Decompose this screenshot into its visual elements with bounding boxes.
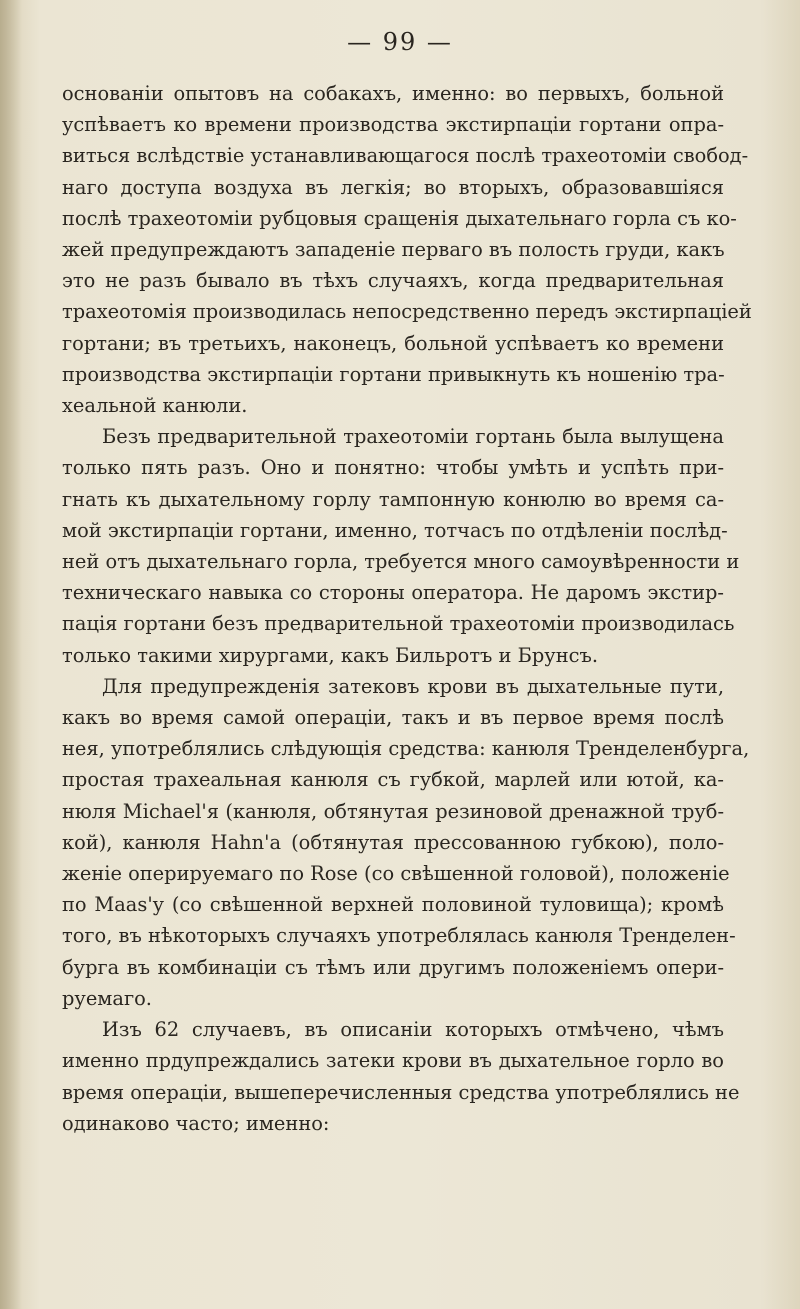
text-line: одинаково часто; именно: [62, 1111, 330, 1135]
text-line: Безъ предварительной трахеотоміи гортань была вылущена [102, 425, 724, 449]
text-line: нюля Мiсhаеl'я (канюля, обтянутая резиновой дренажной труб- [62, 799, 724, 823]
text-line: руемаго. [62, 986, 152, 1010]
text-line: производства экстирпаціи гортани привыкнуть къ ношенію тра- [62, 362, 725, 386]
paragraph [62, 421, 740, 671]
text-line: простая трахеальная канюля съ губкой, марлей или ютой, ка- [62, 768, 724, 792]
paragraph [62, 671, 750, 1014]
text-line: трахеотомія производилась непосредственно передъ экстирпаціей [62, 300, 752, 324]
text-line: виться вслѣдствіе устанавливающагося послѣ трахеотоміи свобод- [62, 144, 749, 168]
text-line: того, въ нѣкоторыхъ случаяхъ употреблялась канюля Тренделен- [62, 924, 736, 948]
text-line: бурга въ комбинаціи съ тѣмъ или другимъ положеніемъ опери- [62, 955, 724, 979]
text-line: Для предупрежденія затековъ крови въ дыхательные пути, [102, 674, 724, 698]
text-line: хеальной канюли. [62, 394, 248, 418]
text-line: послѣ трахеотоміи рубцовыя сращенія дыхательнаго горла съ ко- [62, 206, 737, 230]
text-line: ней отъ дыхательнаго горла, требуется много самоувѣренности и [62, 550, 740, 574]
text-line: только такими хирургами, какъ Бильротъ и Брунсъ. [62, 643, 598, 667]
text-line: гортани; въ третьихъ, наконецъ, больной успѣваетъ ко времени [62, 331, 724, 355]
text-line: жей предупреждаютъ западеніе перваго въ полость груди, какъ [62, 238, 725, 262]
page-binding-shadow [0, 0, 22, 1309]
text-line: женіе оперируемаго по Rоsе (со свѣшенной головой), положеніе [62, 862, 730, 886]
text-line: гнать къ дыхательному горлу тампонную конюлю во время са- [62, 487, 724, 511]
text-line: техническаго навыка со стороны оператора. Не даромъ экстир- [62, 581, 724, 605]
text-line: время операціи, вышеперечисленныя средства употреблялись не [62, 1080, 740, 1104]
text-line: только пять разъ. Оно и понятно: чтобы умѣть и успѣть при- [62, 456, 724, 480]
text-line: Изъ 62 случаевъ, въ описаніи которыхъ отмѣчено, чѣмъ [102, 1018, 724, 1042]
text-line: наго доступа воздуха въ легкія; во вторыхъ, образовавшіяся [62, 175, 724, 199]
text-line: нея, употреблялись слѣдующія средства: канюля Тренделенбурга, [62, 737, 750, 761]
text-line: по Маas'у (со свѣшенной верхней половиной туловища); кромѣ [62, 893, 724, 917]
text-line: какъ во время самой операціи, такъ и въ первое время послѣ [62, 706, 724, 730]
text-line: именно прдупреждались затеки крови въ дыхательное горло во [62, 1049, 724, 1073]
paragraph [62, 1014, 740, 1139]
body-text [62, 78, 752, 1139]
text-line: мой экстирпаціи гортани, именно, тотчасъ по отдѣленіи послѣд- [62, 518, 728, 542]
text-line: основаніи опытовъ на собакахъ, именно: во первыхъ, больной [62, 82, 724, 105]
paragraph [62, 78, 752, 421]
text-line: кой), канюля Наhn'а (обтянутая прессованною губкою), поло- [62, 830, 724, 854]
text-line: это не разъ бывало въ тѣхъ случаяхъ, когда предварительная [62, 269, 724, 293]
page-number: — 99 — [347, 28, 453, 56]
text-line: пація гортани безъ предварительной трахеотоміи производилась [62, 612, 735, 636]
text-line: успѣваетъ ко времени производства экстирпаціи гортани опра- [62, 113, 724, 137]
